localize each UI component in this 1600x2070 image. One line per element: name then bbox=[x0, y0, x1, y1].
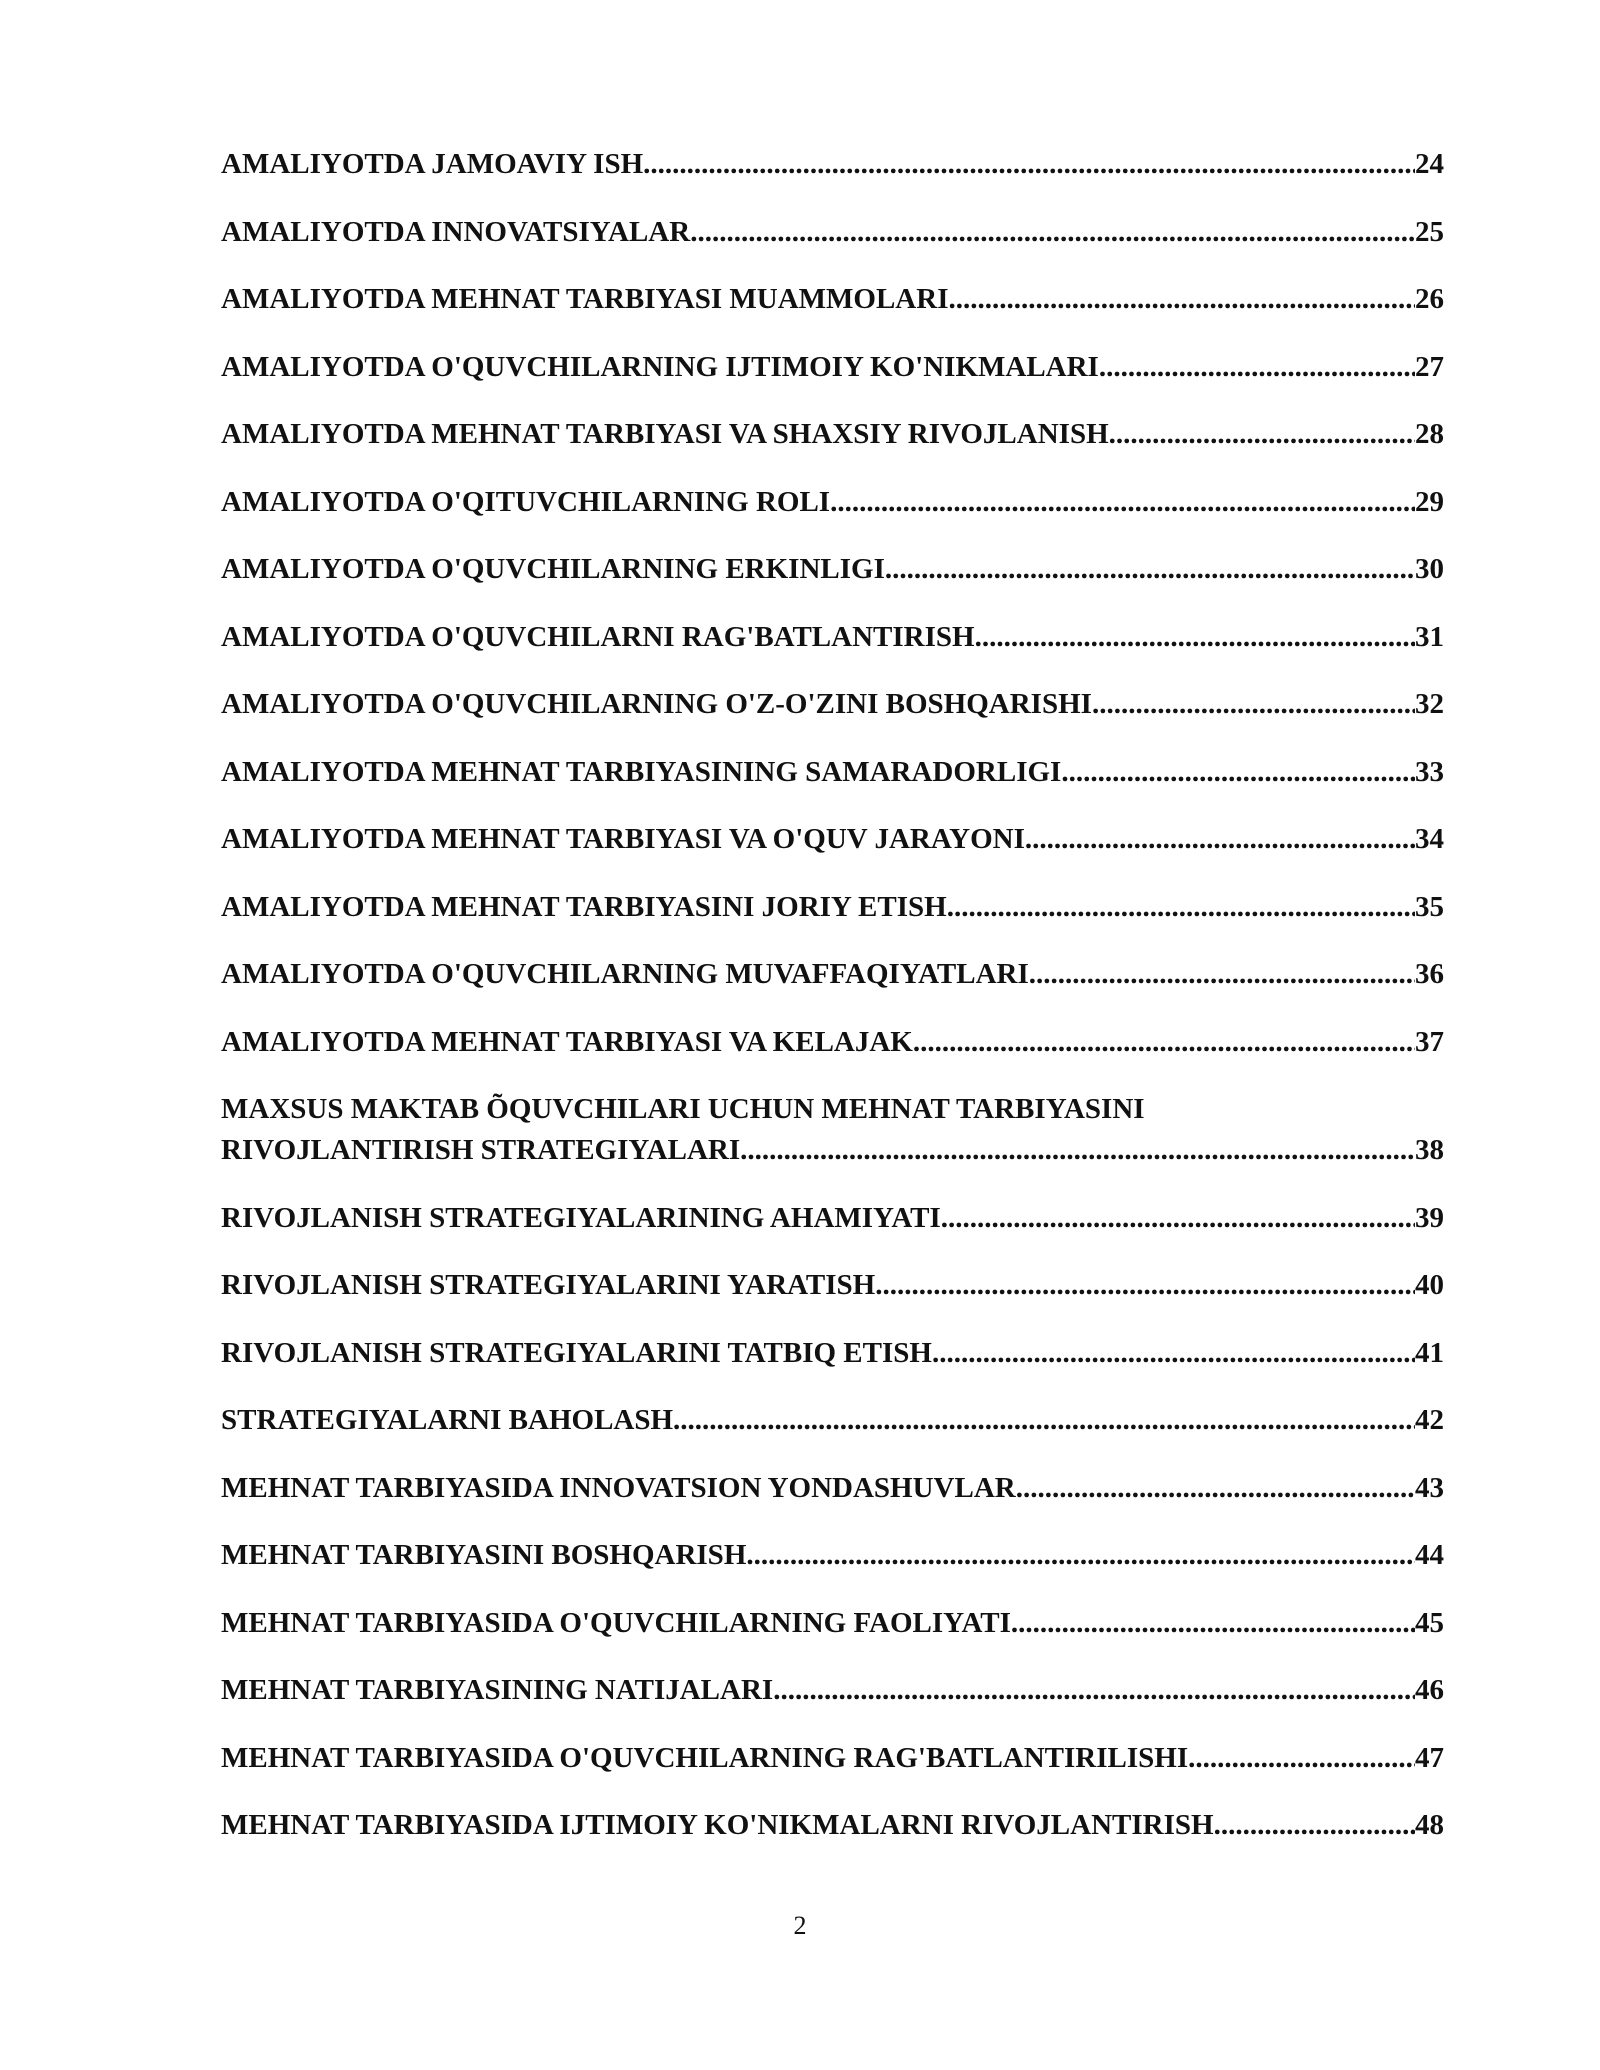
toc-entry[interactable] bbox=[221, 954, 1444, 995]
toc-entry[interactable] bbox=[221, 347, 1444, 388]
toc-dot-leader bbox=[1061, 752, 1415, 793]
page-number: 2 bbox=[793, 1911, 807, 1940]
toc-dot-leader bbox=[1092, 684, 1415, 725]
toc-dot-leader bbox=[740, 1130, 1415, 1171]
toc-entry-title: AMALIYOTDA O'QUVCHILARNING ERKINLIGI bbox=[221, 553, 885, 585]
toc-entry-title: RIVOJLANISH STRATEGIYALARINI YARATISH bbox=[221, 1269, 876, 1301]
toc-entry[interactable] bbox=[221, 1603, 1444, 1644]
toc-entry-page: 25 bbox=[1415, 215, 1444, 248]
toc-entry[interactable] bbox=[221, 617, 1444, 658]
toc-entry[interactable] bbox=[221, 482, 1444, 523]
toc-dot-leader bbox=[1011, 1603, 1415, 1644]
toc-entry[interactable] bbox=[221, 1089, 1444, 1171]
toc-entry-title: AMALIYOTDA O'QUVCHILARNING O'Z-O'ZINI BOSHQARISHI bbox=[221, 688, 1092, 720]
toc-entry[interactable] bbox=[221, 1670, 1444, 1711]
toc-entry-page: 27 bbox=[1415, 350, 1444, 383]
table-of-contents bbox=[221, 144, 1444, 1873]
toc-entry-title: RIVOJLANISH STRATEGIYALARINING AHAMIYATI bbox=[221, 1201, 941, 1234]
toc-entry-page: 35 bbox=[1415, 890, 1444, 923]
toc-entry[interactable] bbox=[221, 752, 1444, 793]
toc-entry-title: MEHNAT TARBIYASINI BOSHQARISH bbox=[221, 1539, 747, 1571]
toc-entry-page: 48 bbox=[1415, 1809, 1444, 1841]
toc-entry[interactable] bbox=[221, 1198, 1444, 1239]
toc-entry-page: 47 bbox=[1415, 1741, 1444, 1774]
toc-dot-leader bbox=[1188, 1738, 1415, 1779]
toc-dot-leader bbox=[1016, 1468, 1415, 1509]
toc-entry-page: 31 bbox=[1415, 620, 1444, 653]
toc-dot-leader bbox=[947, 887, 1415, 928]
toc-entry-title: AMALIYOTDA O'QUVCHILARNI RAG'BATLANTIRISH bbox=[221, 620, 975, 653]
toc-entry-page: 38 bbox=[1415, 1134, 1444, 1166]
toc-entry[interactable] bbox=[221, 819, 1444, 860]
toc-entry-title: STRATEGIYALARNI BAHOLASH bbox=[221, 1404, 674, 1436]
toc-entry-title: AMALIYOTDA MEHNAT TARBIYASI MUAMMOLARI bbox=[221, 283, 949, 315]
toc-dot-leader bbox=[1099, 347, 1415, 388]
toc-entry[interactable] bbox=[221, 887, 1444, 928]
toc-entry-page: 39 bbox=[1415, 1201, 1444, 1234]
toc-entry-title: AMALIYOTDA MEHNAT TARBIYASI VA KELAJAK bbox=[221, 1025, 913, 1058]
toc-entry[interactable] bbox=[221, 1738, 1444, 1779]
toc-entry-title: MEHNAT TARBIYASIDA INNOVATSION YONDASHUVLAR bbox=[221, 1471, 1016, 1504]
toc-entry-title: AMALIYOTDA O'QUVCHILARNING MUVAFFAQIYATLARI bbox=[221, 958, 1029, 990]
toc-entry[interactable] bbox=[221, 1022, 1444, 1063]
toc-dot-leader bbox=[1025, 819, 1415, 860]
toc-entry[interactable] bbox=[221, 414, 1444, 455]
toc-entry[interactable] bbox=[221, 212, 1444, 253]
toc-entry-page: 40 bbox=[1415, 1269, 1444, 1301]
toc-dot-leader bbox=[643, 144, 1415, 185]
toc-entry[interactable] bbox=[221, 549, 1444, 590]
toc-entry-title: AMALIYOTDA INNOVATSIYALAR bbox=[221, 215, 691, 248]
toc-entry[interactable] bbox=[221, 144, 1444, 185]
toc-entry-page: 45 bbox=[1415, 1606, 1444, 1639]
toc-entry-page: 37 bbox=[1415, 1025, 1444, 1058]
toc-dot-leader bbox=[746, 1535, 1415, 1576]
toc-dot-leader bbox=[830, 482, 1415, 523]
toc-entry-page: 44 bbox=[1415, 1539, 1444, 1571]
toc-entry-page: 46 bbox=[1415, 1674, 1444, 1706]
toc-dot-leader bbox=[941, 1198, 1415, 1239]
toc-entry-title: RIVOJLANISH STRATEGIYALARINI TATBIQ ETISH bbox=[221, 1336, 932, 1369]
toc-entry-title: AMALIYOTDA MEHNAT TARBIYASI VA O'QUV JARAYONI bbox=[221, 823, 1025, 855]
toc-entry-page: 41 bbox=[1415, 1336, 1444, 1369]
toc-entry-page: 42 bbox=[1415, 1404, 1444, 1436]
toc-entry-page: 32 bbox=[1415, 688, 1444, 720]
toc-entry-title: MEHNAT TARBIYASIDA O'QUVCHILARNING FAOLIYATI bbox=[221, 1606, 1011, 1639]
toc-dot-leader bbox=[690, 212, 1415, 253]
toc-entry-title: AMALIYOTDA O'QUVCHILARNING IJTIMOIY KO'NIKMALARI bbox=[221, 350, 1099, 383]
toc-dot-leader bbox=[1109, 414, 1415, 455]
toc-entry-title: AMALIYOTDA MEHNAT TARBIYASI VA SHAXSIY RIVOJLANISH bbox=[221, 418, 1109, 450]
toc-dot-leader bbox=[885, 549, 1415, 590]
toc-entry[interactable] bbox=[221, 1400, 1444, 1441]
toc-dot-leader bbox=[1029, 954, 1415, 995]
toc-dot-leader bbox=[913, 1022, 1415, 1063]
toc-entry-title: MEHNAT TARBIYASIDA O'QUVCHILARNING RAG'BATLANTIRILISHI bbox=[221, 1741, 1189, 1774]
toc-dot-leader bbox=[948, 279, 1415, 320]
toc-dot-leader bbox=[773, 1670, 1415, 1711]
toc-entry-page: 43 bbox=[1415, 1471, 1444, 1504]
toc-entry[interactable] bbox=[221, 1468, 1444, 1509]
toc-dot-leader bbox=[1214, 1805, 1415, 1846]
toc-entry-title-line2: RIVOJLANTIRISH STRATEGIYALARI bbox=[221, 1134, 741, 1166]
toc-entry-line2 bbox=[221, 1130, 1444, 1171]
toc-entry[interactable] bbox=[221, 1805, 1444, 1846]
toc-entry-title: AMALIYOTDA MEHNAT TARBIYASINING SAMARADORLIGI bbox=[221, 755, 1062, 788]
toc-entry-page: 36 bbox=[1415, 958, 1444, 990]
toc-entry-title: AMALIYOTDA MEHNAT TARBIYASINI JORIY ETISH bbox=[221, 890, 947, 923]
toc-entry-page: 24 bbox=[1415, 148, 1444, 180]
toc-entry-page: 28 bbox=[1415, 418, 1444, 450]
toc-dot-leader bbox=[932, 1333, 1415, 1374]
toc-entry-title: AMALIYOTDA O'QITUVCHILARNING ROLI bbox=[221, 485, 831, 518]
toc-entry-title: MEHNAT TARBIYASIDA IJTIMOIY KO'NIKMALARNI RIVOJLANTIRISH bbox=[221, 1809, 1214, 1841]
toc-entry[interactable] bbox=[221, 684, 1444, 725]
toc-entry-page: 30 bbox=[1415, 553, 1444, 585]
toc-entry-title: AMALIYOTDA JAMOAVIY ISH bbox=[221, 148, 644, 180]
toc-dot-leader bbox=[975, 617, 1415, 658]
toc-entry[interactable] bbox=[221, 279, 1444, 320]
toc-dot-leader bbox=[875, 1265, 1415, 1306]
toc-entry[interactable] bbox=[221, 1535, 1444, 1576]
toc-entry-page: 26 bbox=[1415, 283, 1444, 315]
toc-dot-leader bbox=[673, 1400, 1415, 1441]
toc-entry-title-line1: MAXSUS MAKTAB ÕQUVCHILARI UCHUN MEHNAT TARBIYASINI bbox=[221, 1093, 1145, 1125]
toc-entry[interactable] bbox=[221, 1265, 1444, 1306]
toc-entry[interactable] bbox=[221, 1333, 1444, 1374]
toc-entry-page: 34 bbox=[1415, 823, 1444, 855]
toc-entry-page: 29 bbox=[1415, 485, 1444, 518]
toc-entry-page: 33 bbox=[1415, 755, 1444, 788]
toc-entry-title: MEHNAT TARBIYASINING NATIJALARI bbox=[221, 1674, 774, 1706]
